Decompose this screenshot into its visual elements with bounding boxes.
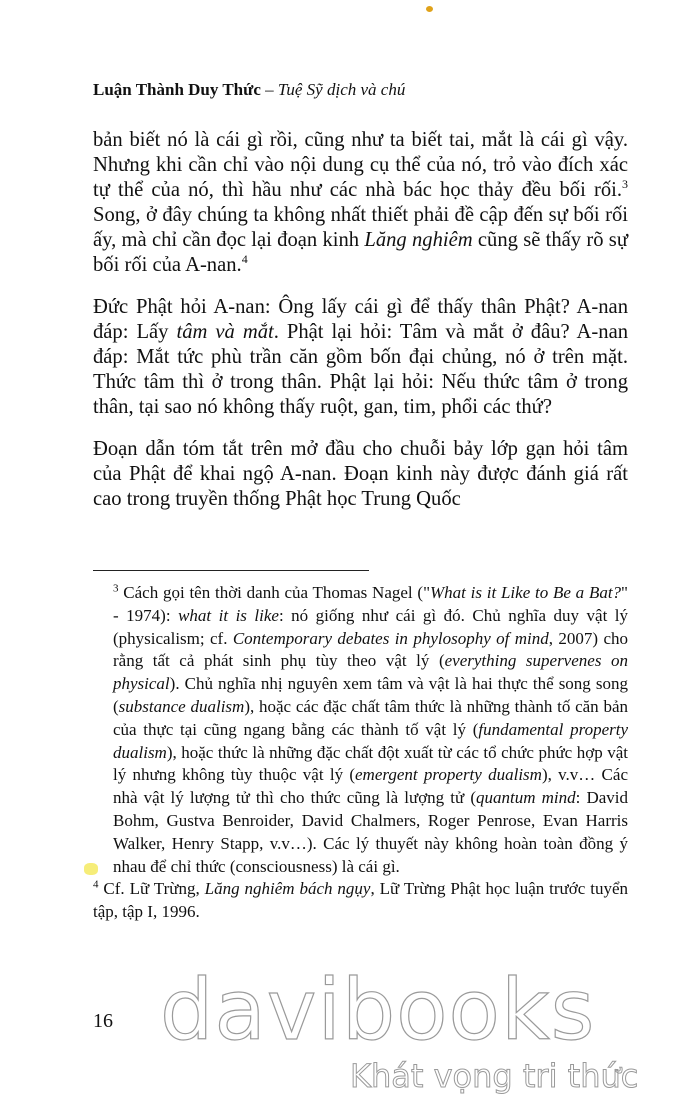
fn3-italic: fundamental property dualism <box>113 719 628 762</box>
fn3-italic: quantum mind <box>476 788 576 808</box>
fn3-italic: Contemporary debates in phylosophy of mind <box>232 628 549 648</box>
p2-text-c: . Phật lại hỏi: Tâm và mắt ở đâu? A-nan đáp: Mắt tức phù trần căn gồm bốn đại chủng, nó ở trên mặt. Thức tâm thì ở trong thân. Phật lại hỏi: Nếu thức tâm ở trong thân, tại sao nó không thấy ruột, gan, tim, phổi các thứ? <box>93 321 629 418</box>
fn3-text: ), hoặc các đặc chất tâm thức là những thành tố căn bản của thực tại cũng ngang bằng các thành tố vật lý ( <box>113 696 628 739</box>
main-text <box>93 128 628 529</box>
header-separator: – <box>260 80 278 99</box>
p1-text-a: bản biết nó là cái gì rồi, cũng như ta biết tai, mắt là cái gì vậy. Nhưng khi cần chỉ vào nội dung cụ thể của nó, trỏ vào đích xác tự thể của nó, thì hầu như các nhà bác học thảy đều bối rối. <box>93 129 628 201</box>
fn3-italic: substance dualism <box>118 696 245 716</box>
footnote-ref-4: 4 <box>241 252 248 267</box>
p2-emphasis: tâm và mắt <box>176 321 274 343</box>
fn3-text: ). Chủ nghĩa nhị nguyên xem tâm và vật là hai thực thể song song ( <box>113 674 628 716</box>
header-credit: Tuệ Sỹ dịch và chú <box>277 80 406 99</box>
p1-text-b: Song, ở đây chúng ta không nhất thiết phải đề cập đến sự bối rối ấy, mà chỉ cần đọc lại đoạn kinh <box>93 204 628 251</box>
fn4-text: Cf. Lữ Trừng, <box>98 879 205 899</box>
footnote-4-number: 4 <box>93 878 99 891</box>
footnote-3-number: 3 <box>113 582 119 595</box>
fn4-text: , Lữ Trừng Phật học luận trước tuyển tập, tập I, 1996. <box>93 879 628 922</box>
footnotes <box>93 582 628 924</box>
watermark-brand: davibooks <box>160 961 596 1059</box>
watermark-slogan: Khát vọng tri thức <box>350 1057 639 1095</box>
fn3-text: : nó giống như cái gì đó. Chủ nghĩa duy vật lý (physicalism; cf. <box>113 605 629 648</box>
fn3-text: ), hoặc thức là những đặc chất đột xuất từ các tổ chức phức hợp vật lý nhưng không tùy thuộc vật lý ( <box>113 742 628 785</box>
fn3-italic: what it is like <box>178 605 279 625</box>
fn4-italic: Lăng nghiêm bách ngụy <box>204 879 371 899</box>
fn3-italic: emergent property dualism <box>355 765 542 785</box>
fn3-text: Cách gọi tên thời danh của Thomas Nagel (" <box>118 583 431 602</box>
fn3-italic: everything supervenes on physical <box>113 651 628 694</box>
highlighter-mark <box>84 863 98 875</box>
fn3-text: , 2007) cho rằng tất cả phát sinh phụ tùy theo vật lý ( <box>113 628 628 671</box>
footnote-4 <box>93 878 628 924</box>
p1-text-d: cũng sẽ thấy rõ sự bối rối của A-nan. <box>93 229 628 276</box>
page-number: 16 <box>93 1010 113 1032</box>
footnote-ref-3: 3 <box>622 177 628 192</box>
ink-speck <box>426 6 433 12</box>
fn3-italic: What is it Like to Be a Bat? <box>430 583 622 602</box>
header-series-title: Luận Thành Duy Thức <box>93 80 261 99</box>
footnote-3 <box>93 582 628 878</box>
paragraph-3: Đoạn dẫn tóm tắt trên mở đầu cho chuỗi bảy lớp gạn hỏi tâm của Phật để khai ngộ A-nan. Đoạn kinh này được đánh giá rất cao trong truyền thống Phật học Trung Quốc <box>93 438 628 510</box>
paragraph-2 <box>93 295 628 420</box>
fn3-text: ), v.v… Các nhà vật lý lượng tử thì cho thức cũng là lượng tử ( <box>113 765 628 808</box>
p2-text-a: Đức Phật hỏi A-nan: Ông lấy cái gì để thấy thân Phật? A-nan đáp: Lấy <box>93 296 628 343</box>
fn3-text: : David Bohm, Gustva Benroider, David Chalmers, Roger Penrose, Evan Harris Walker, Henry Stapp, v.v…). Các lý thuyết này không hoàn toàn đồng ý nhau để chỉ thức (consciousness) là cái gì. <box>113 788 628 876</box>
paragraph-1 <box>93 128 628 278</box>
p1-title-lang-nghiem: Lăng nghiêm <box>364 229 473 251</box>
fn3-text: " - 1974): <box>113 583 628 625</box>
running-header <box>93 80 653 100</box>
footnote-divider <box>93 570 369 571</box>
watermark <box>160 961 639 1095</box>
